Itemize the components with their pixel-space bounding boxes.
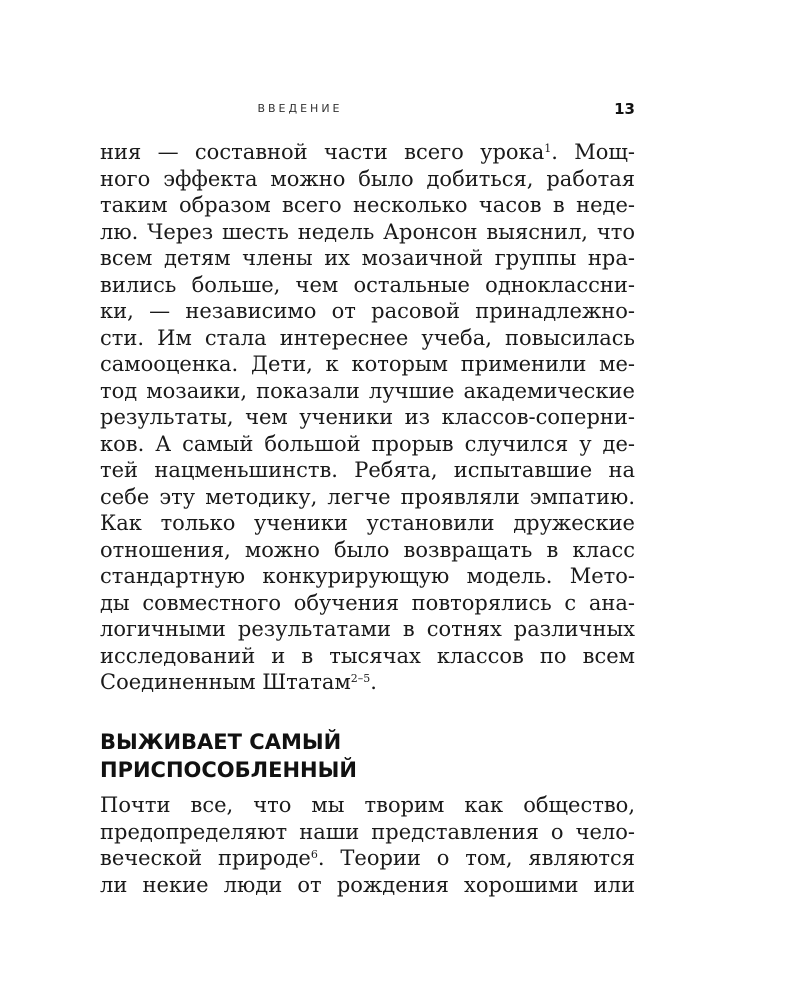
text-line: ды совместного обучения повторялись с ана- <box>100 590 635 615</box>
section-heading-line: ПРИСПОСОБЛЕННЫЙ <box>100 758 357 782</box>
text-line: ков. А самый большой прорыв случился у де- <box>100 431 635 456</box>
text-line: отношения, можно было возвращать в класс <box>100 537 635 562</box>
text-line: логичными результатами в сотнях различных <box>100 617 635 641</box>
text-line: сти. Им стала интереснее учеба, повысилась <box>100 325 635 350</box>
footnote-ref: 1 <box>544 142 552 155</box>
paragraph-1 <box>100 139 635 696</box>
text-line: ния — составной части всего урока$^1$. Мощ- <box>100 140 635 164</box>
text-line: стандартную конкурирующую модель. Мето- <box>100 564 635 588</box>
text-line: тод мозаики, показали лучшие академические <box>100 378 635 403</box>
text-line: Соединенным Штатам$^{2-5}$. <box>100 670 377 694</box>
footnote-ref: 2–5 <box>350 672 371 685</box>
text-line: лю. Через шесть недель Аронсон выяснил, что <box>100 219 635 244</box>
text-line: вились больше, чем остальные одноклассни- <box>100 272 635 297</box>
text-line: Почти все, что мы творим как общество, <box>100 793 635 817</box>
text-line: ли некие люди от рождения хорошими или <box>100 872 635 897</box>
text-line: предопределяют наши представления о чело- <box>100 819 635 844</box>
text-line: веческой природе$^6$. Теории о том, являются <box>100 846 635 870</box>
text-line: себе эту методику, легче проявляли эмпатию. <box>100 484 635 509</box>
text-line: результаты, чем ученики из классов-соперни- <box>100 405 635 429</box>
text-line: ного эффекта можно было добиться, работая <box>100 166 635 191</box>
text-line: исследований и в тысячах классов по всем <box>100 643 635 668</box>
text-line: тей нацменьшинств. Ребята, испытавшие на <box>100 458 635 482</box>
running-head <box>100 100 635 122</box>
section-heading-line: ВЫЖИВАЕТ САМЫЙ <box>100 730 342 754</box>
text-line: ки, — независимо от расовой принадлежно- <box>100 299 635 323</box>
page-number: 13 <box>614 100 635 118</box>
text-line: таким образом всего несколько часов в неде- <box>100 193 635 217</box>
section-heading <box>100 728 635 784</box>
footnote-ref: 6 <box>310 848 318 861</box>
text-line: самооценка. Дети, к которым применили ме- <box>100 352 635 376</box>
section-label: ВВЕДЕНИЕ <box>257 102 343 115</box>
text-line: всем детям члены их мозаичной группы нра- <box>100 246 635 270</box>
text-line: Как только ученики установили дружеские <box>100 511 635 535</box>
paragraph-2 <box>100 792 635 898</box>
